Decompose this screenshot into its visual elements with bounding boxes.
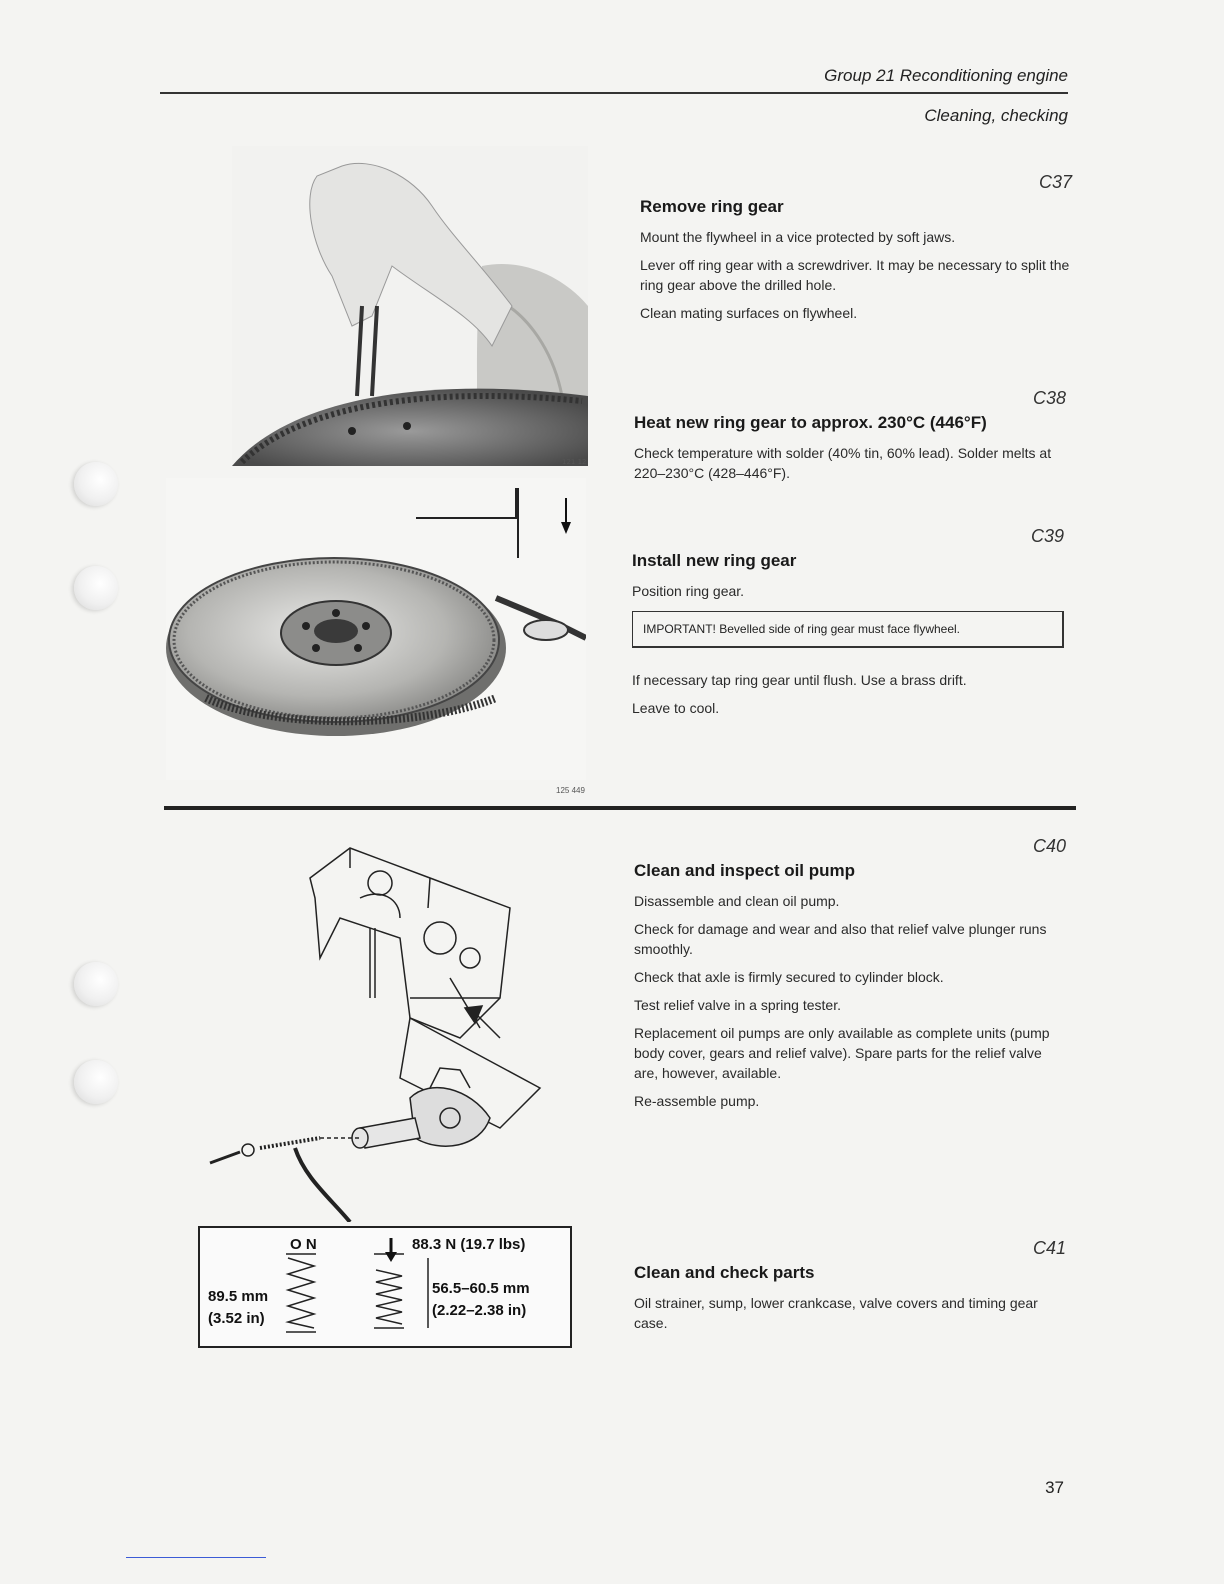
paragraph: If necessary tap ring gear until flush. Use a brass drift. [632,672,967,688]
paragraph: Oil strainer, sump, lower crankcase, valve covers and timing gear case. [634,1295,1038,1331]
spring-force: 88.3 N (19.7 lbs) [412,1236,526,1253]
free-length-in: (3.52 in) [208,1310,265,1327]
paragraph: Re-assemble pump. [634,1093,760,1109]
section-code: C41 [1032,1238,1066,1258]
oil-pump-illustration [200,838,570,1222]
punch-hole [74,1060,118,1104]
header-rule [160,92,1068,94]
section-divider [164,806,1076,810]
paragraph: Position ring gear. [632,583,745,599]
important-notice: IMPORTANT! Bevelled side of ring gear must face flywheel. [632,611,1064,648]
spring-spec-box [198,1226,572,1348]
group-heading: Group 21 Reconditioning engine [824,66,1068,85]
section-code: C38 [1032,388,1066,408]
section-subtitle: Cleaning, checking [924,106,1068,125]
section-title: Heat new ring gear to approx. 230°C (446°F) [634,413,987,432]
punch-hole [74,462,118,506]
paragraph: Clean mating surfaces on flywheel. [640,305,858,321]
photo-code: 125 449 [556,786,585,795]
section-c40 [634,836,1066,1119]
spring-label-on: O N [290,1236,317,1253]
punch-hole [74,962,118,1006]
paragraph: Test relief valve in a spring tester. [634,997,841,1013]
paragraph: Check temperature with solder (40% tin, 60% lead). Solder melts at 220–230°C (428–446°F). [634,445,1052,481]
paragraph: Replacement oil pumps are only available as complete units (pump body cover, gears and relief valve). Spare parts for the relief valve are, however, available. [634,1025,1050,1081]
loaded-length-mm: 56.5–60.5 mm [432,1280,530,1297]
section-title: Remove ring gear [640,197,784,216]
section-code: C37 [1038,172,1072,192]
paragraph: Disassemble and clean oil pump. [634,893,840,909]
section-c39 [632,526,1064,726]
svg-text:121 12: 121 12 [562,458,587,466]
paragraph: Mount the flywheel in a vice protected by soft jaws. [640,229,956,245]
page-number: 37 [1045,1478,1064,1497]
paragraph: Check for damage and wear and also that relief valve plunger runs smoothly. [634,921,1047,957]
section-code: C40 [1032,836,1066,856]
section-c37 [640,172,1072,331]
paragraph: Lever off ring gear with a screwdriver. It may be necessary to split the ring gear above the drilled hole. [640,257,1070,293]
paragraph: Check that axle is firmly secured to cylinder block. [634,969,944,985]
section-title: Install new ring gear [632,551,797,570]
paragraph: Leave to cool. [632,700,720,716]
section-c41 [634,1238,1066,1341]
footer-line [126,1557,266,1558]
ring-gear-install-photo [166,478,586,780]
section-title: Clean and check parts [634,1263,815,1282]
loaded-length-in: (2.22–2.38 in) [432,1302,527,1319]
section-code: C39 [1030,526,1064,546]
punch-hole [74,566,118,610]
section-c38 [634,388,1066,491]
free-length-mm: 89.5 mm [208,1288,269,1305]
section-title: Clean and inspect oil pump [634,861,856,880]
ring-gear-removal-photo [232,146,588,466]
